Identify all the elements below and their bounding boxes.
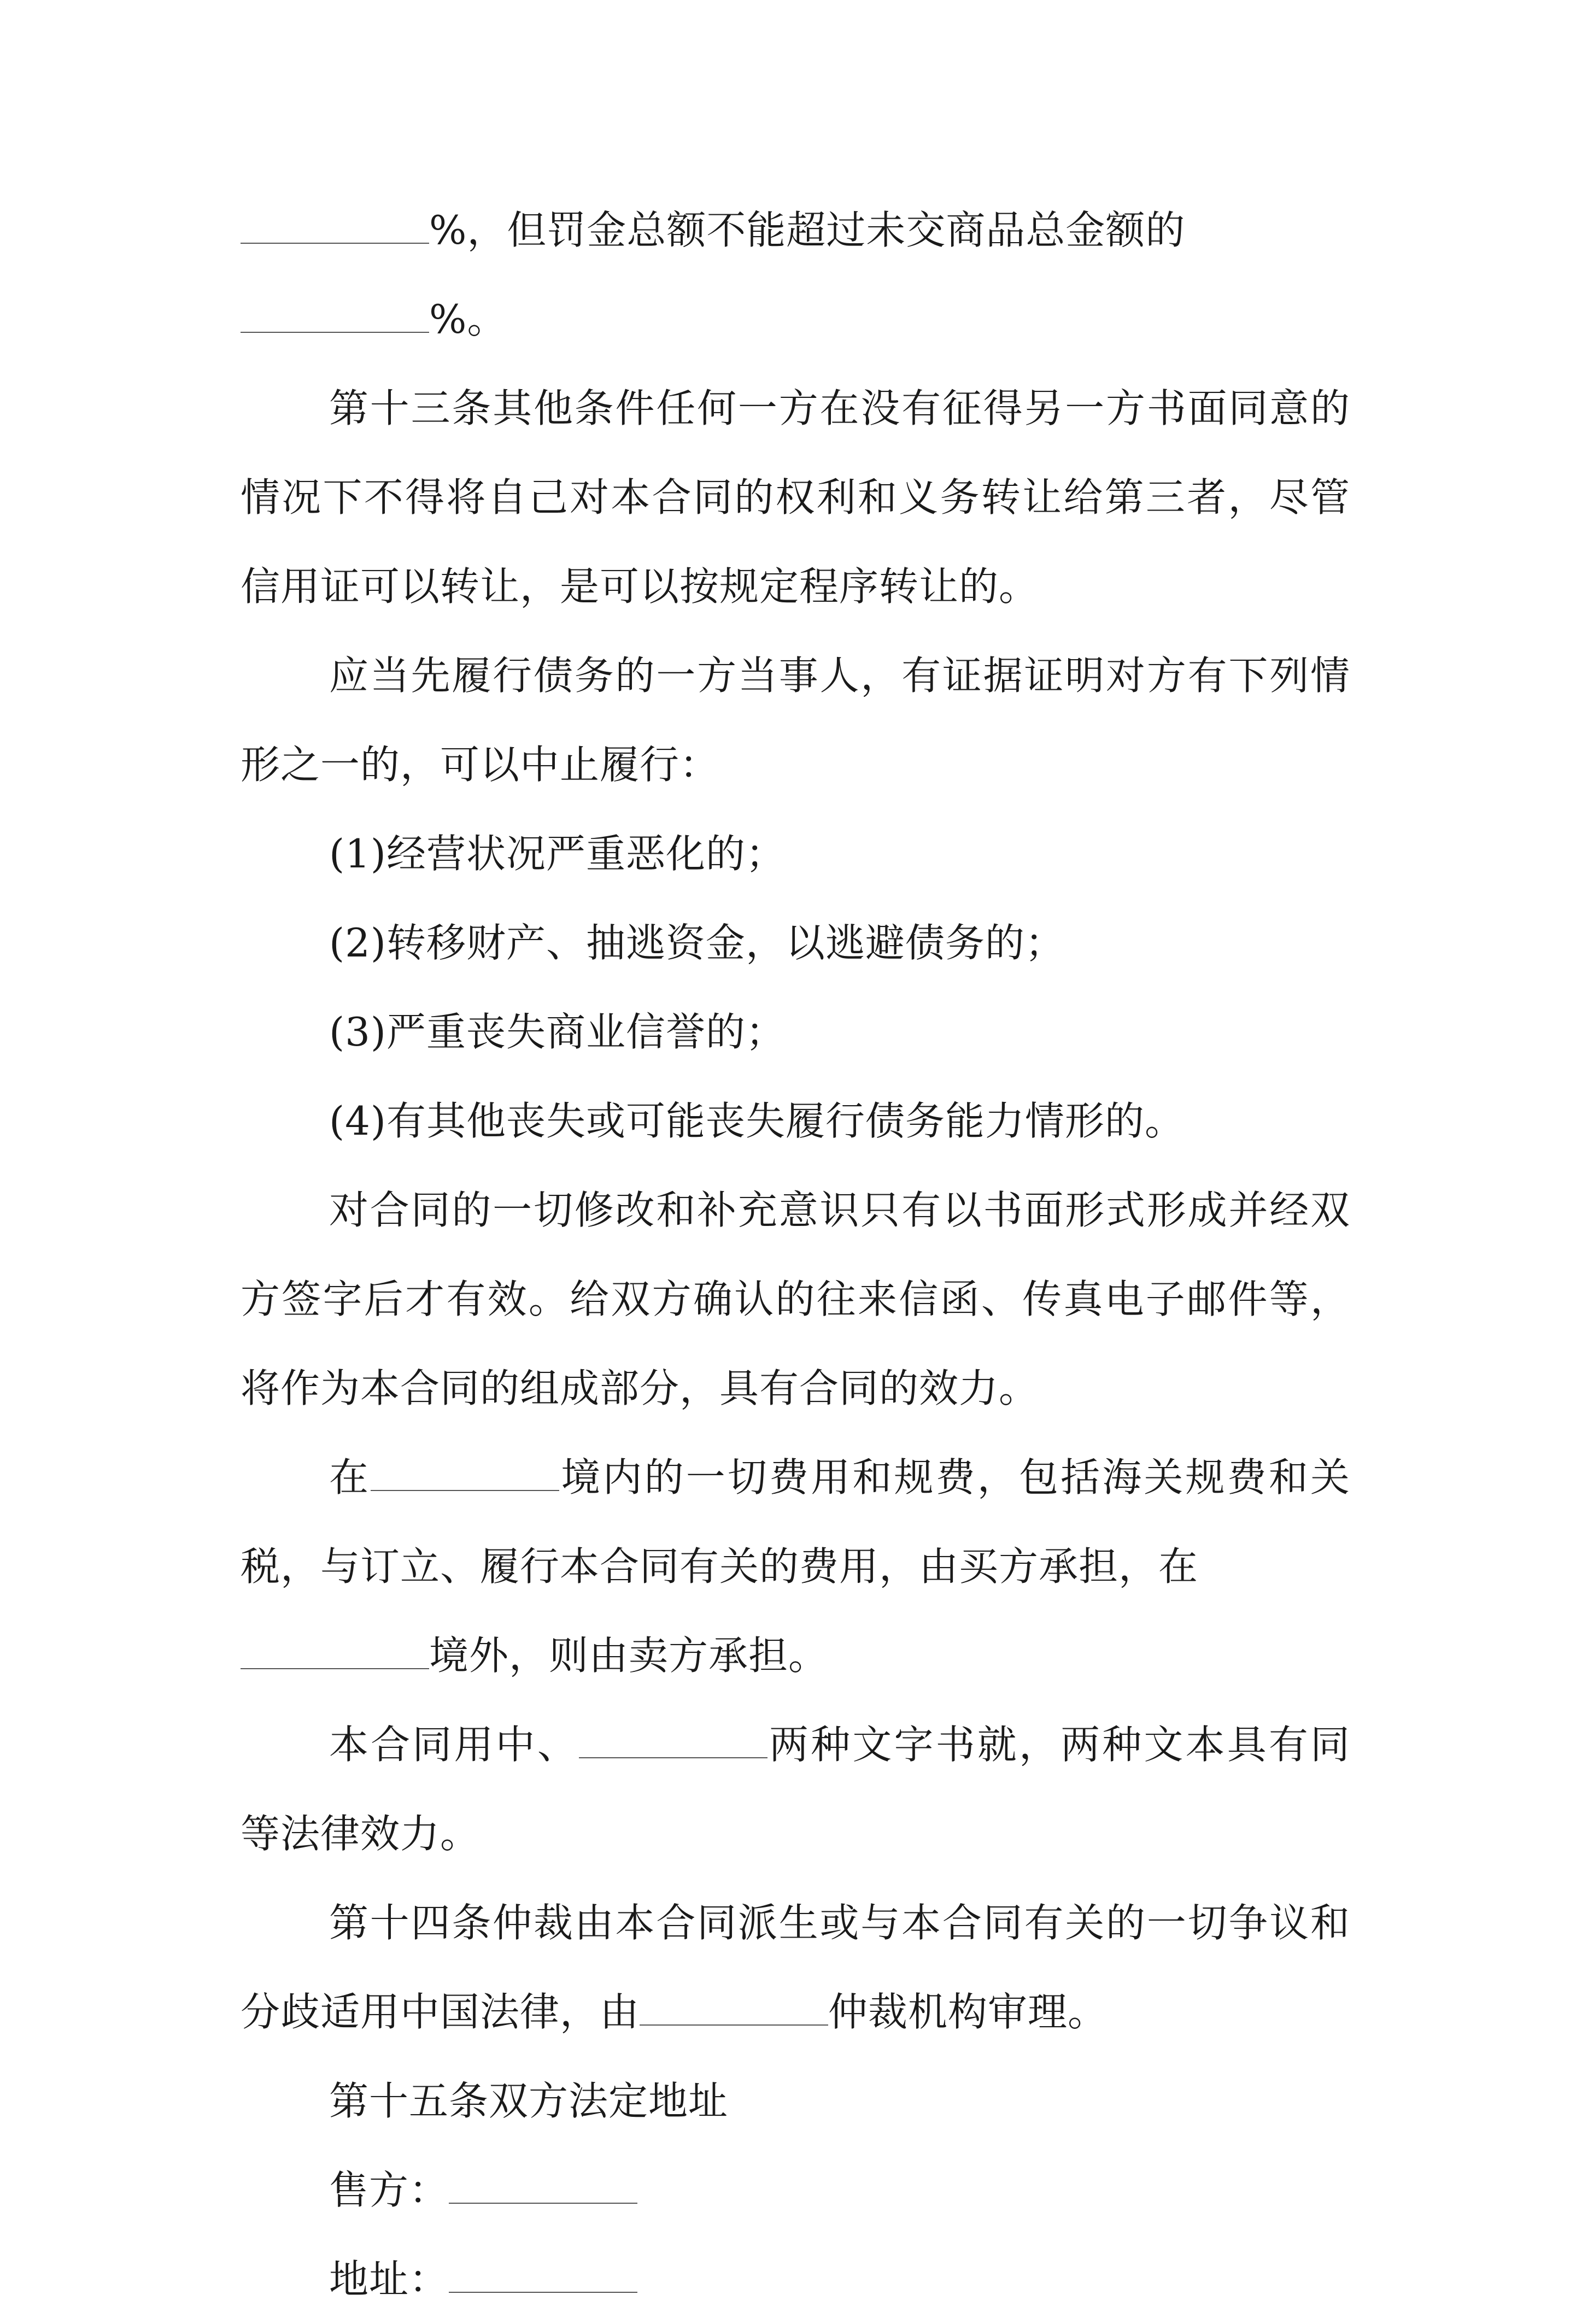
list-item-2: (2)转移财产、抽逃资金，以逃避债务的； <box>329 920 1065 966</box>
blank-field[interactable] <box>579 1724 767 1758</box>
address-label: 地址： <box>329 2256 449 2302</box>
fees-text-c: 境外，则由卖方承担。 <box>429 1633 829 1679</box>
fees-text-a: 在 <box>329 1454 371 1500</box>
address-line <box>241 2235 1350 2324</box>
seller-label: 售方： <box>329 2167 449 2213</box>
list-item-1: (1)经营状况严重恶化的； <box>329 831 786 877</box>
language-paragraph <box>241 1700 1350 1879</box>
blank-field[interactable] <box>241 1635 429 1669</box>
document-body <box>241 186 1350 2324</box>
seller-blank-field[interactable] <box>449 2170 637 2204</box>
arbitration-text-a: 第十四条仲裁由本合同派生或与本合同有关的一切争议和分歧适用中国法律，由 <box>241 1900 1350 2035</box>
language-text-a: 本合同用中、 <box>329 1722 579 1768</box>
language-text-b: 两种文字书就，两种文本具有同等法律效力。 <box>241 1722 1350 1857</box>
blank-field[interactable] <box>640 1992 828 2026</box>
penalty-text-a: %，但罚金总额不能超过未交商品总金额的 <box>429 207 1186 253</box>
amendment-paragraph: 对合同的一切修改和补充意识只有以书面形式形成并经双方签字后才有效。给双方确认的往来信函、传真电子邮件等，将作为本合同的组成部分，具有合同的效力。 <box>241 1187 1350 1411</box>
arbitration-text-b: 仲裁机构审理。 <box>828 1989 1108 2035</box>
penalty-text-b: %。 <box>429 296 507 342</box>
fees-paragraph <box>241 1433 1350 1700</box>
blank-field[interactable] <box>241 299 429 333</box>
seller-line <box>241 2146 1350 2235</box>
article-13-paragraph: 第十三条其他条件任何一方在没有征得另一方书面同意的情况下不得将自己对本合同的权利和义务转让给第三者，尽管信用证可以转让，是可以按规定程序转让的。 <box>241 385 1350 609</box>
blank-field[interactable] <box>241 210 429 244</box>
blank-field[interactable] <box>371 1457 559 1491</box>
fees-text-b: 境内的一切费用和规费，包括海关规费和关税，与订立、履行本合同有关的费用，由买方承担，在 <box>241 1454 1350 1589</box>
address-blank-field[interactable] <box>449 2259 637 2293</box>
suspension-paragraph: 应当先履行债务的一方当事人，有证据证明对方有下列情形之一的，可以中止履行： <box>241 653 1350 788</box>
list-item-3: (3)严重丧失商业信誉的； <box>329 1009 786 1055</box>
article-15-heading: 第十五条双方法定地址 <box>329 2078 729 2124</box>
penalty-paragraph <box>241 186 1350 364</box>
list-item-4: (4)有其他丧失或可能丧失履行债务能力情形的。 <box>329 1098 1185 1144</box>
article-14-paragraph <box>241 1879 1350 2057</box>
